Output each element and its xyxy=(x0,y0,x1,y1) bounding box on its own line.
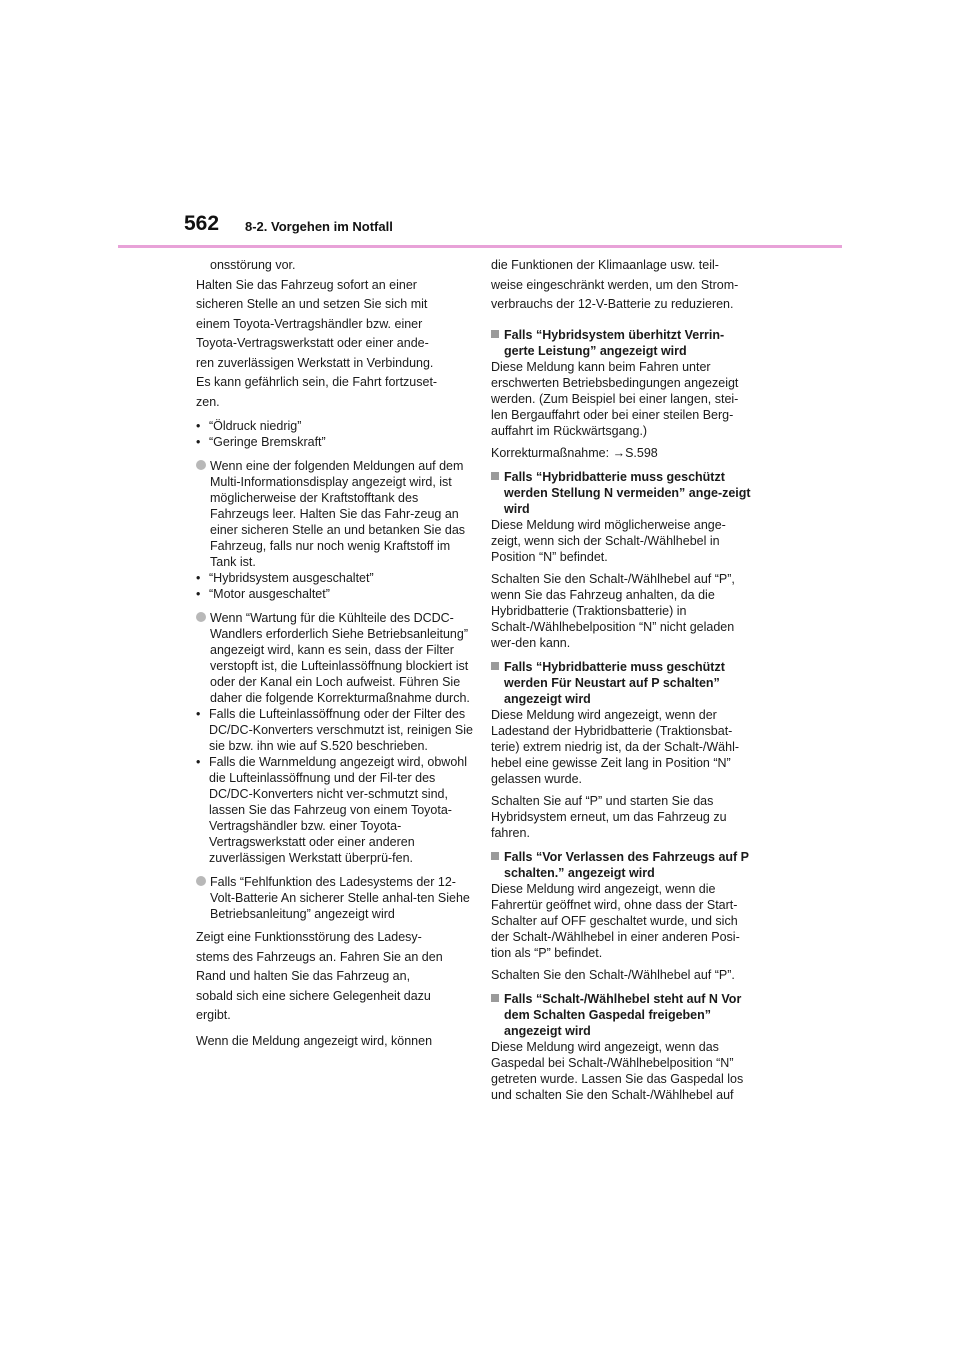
paragraph-line: sicheren Stelle an und setzen Sie sich mit xyxy=(196,297,428,311)
header-divider xyxy=(118,245,842,248)
paragraph-line: Toyota-Vertragswerkstatt oder einer ande- xyxy=(196,336,429,350)
paragraph-line: Es kann gefährlich sein, die Fahrt fortzuset- xyxy=(196,375,438,389)
page-number: 562 xyxy=(184,212,220,235)
cross-reference: Korrekturmaßnahme: →S.598 xyxy=(491,445,658,460)
right-column xyxy=(491,256,753,1103)
square-bullet-icon xyxy=(491,472,499,480)
list-item: • “Hybridsystem ausgeschaltet” xyxy=(196,571,374,585)
paragraph-line: sobald sich eine sichere Gelegenheit dazu xyxy=(196,988,431,1003)
square-bullet-icon xyxy=(491,662,499,670)
paragraph-line: onsstörung vor. xyxy=(210,258,296,272)
circle-bullet-item: Falls “Fehlfunktion des Ladesystems der 12-Volt-Batterie An sicherer Stelle anhal-ten Siehe Betriebsanleitung” angezeigt wird xyxy=(196,874,474,922)
paragraph-line: stems des Fahrzeugs an. Fahren Sie an den xyxy=(196,949,443,964)
circle-bullet-icon xyxy=(196,876,206,886)
section-heading: Falls “Schalt-/Wählhebel steht auf N Vor dem Schalten Gaspedal freigeben” angezeigt wird xyxy=(491,991,753,1039)
section-heading: Falls “Hybridbatterie muss geschützt werden Für Neustart auf P schalten” angezeigt wird xyxy=(491,659,753,707)
left-column xyxy=(196,256,474,1051)
list-item: • “Motor ausgeschaltet” xyxy=(196,587,330,601)
section-body: Diese Meldung wird angezeigt, wenn die Fahrertür geöffnet wird, ohne dass der Start-Schalter auf OFF geschaltet wurde, und sich der Schalt-/Wählhebel in einer anderen Posi-tion als “P” befindet. xyxy=(491,881,740,960)
section-body: Diese Meldung wird möglicherweise ange-zeigt, wenn sich der Schalt-/Wählhebel in Position “N” befindet. xyxy=(491,517,726,564)
paragraph-line: verbrauchs der 12-V-Batterie zu reduzieren. xyxy=(491,297,734,311)
square-bullet-icon xyxy=(491,994,499,1002)
paragraph-line: ren zuverlässigen Werkstatt in Verbindung. xyxy=(196,355,434,370)
paragraph-line: einem Toyota-Vertragshändler bzw. einer xyxy=(196,316,423,331)
paragraph-line: ergibt. xyxy=(196,1008,231,1022)
section-body: Schalten Sie den Schalt-/Wählhebel auf “P”, wenn Sie das Fahrzeug anhalten, da die Hybridbatterie (Traktionsbatterie) in Schalt-/Wählhebelposition “N” nicht geladen wer-den kann. xyxy=(491,571,735,650)
list-item: • “Öldruck niedrig” xyxy=(196,419,302,433)
square-bullet-icon xyxy=(491,330,499,338)
paragraph-line: zen. xyxy=(196,394,220,409)
square-bullet-icon xyxy=(491,852,499,860)
paragraph-line: Rand und halten Sie das Fahrzeug an, xyxy=(196,969,411,983)
paragraph-line: die Funktionen der Klimaanlage usw. teil- xyxy=(491,258,719,272)
section-body: Diese Meldung wird angezeigt, wenn das Gaspedal bei Schalt-/Wählhebelposition “N” getreten wurde. Lassen Sie das Gaspedal los und schalten Sie den Schalt-/Wählhebel auf xyxy=(491,1039,744,1102)
section-heading: Falls “Hybridbatterie muss geschützt werden Stellung N vermeiden” ange-zeigt wird xyxy=(491,469,753,517)
section-body: Schalten Sie den Schalt-/Wählhebel auf “P”. xyxy=(491,967,735,982)
paragraph-line: Wenn die Meldung angezeigt wird, können xyxy=(196,1033,433,1048)
paragraph-line: weise eingeschränkt werden, um den Strom- xyxy=(491,277,739,292)
section-heading: Falls “Vor Verlassen des Fahrzeugs auf P schalten.” angezeigt wird xyxy=(491,849,753,881)
circle-bullet-icon xyxy=(196,612,206,622)
section-body: Schalten Sie auf “P” und starten Sie das Hybridsystem erneut, um das Fahrzeug zu fahren. xyxy=(491,793,727,840)
circle-bullet-icon xyxy=(196,460,206,470)
list-item: • Falls die Warnmeldung angezeigt wird, obwohl die Lufteinlassöffnung und der Fil-ter des DC/DC-Konverters nicht ver-schmutzt sind, lassen Sie das Fahrzeug von einem Toyota-Vertragshändler bzw. einer Toyota-Vertragswerkstatt oder einer anderen zuverlässigen Werkstatt überprü-fen. xyxy=(196,755,468,865)
circle-bullet-item: Wenn eine der folgenden Meldungen auf dem Multi-Informationsdisplay angezeigt wird, ist möglicherweise der Kraftstofftank des Fahrzeugs leer. Halten Sie das Fahr-zeug an einer sicheren Stelle an und betanken Sie das Fahrzeug, falls nur noch wenig Kraftstoff im Tank ist. xyxy=(196,458,474,570)
chapter-title: 8-2. Vorgehen im Notfall xyxy=(245,219,393,234)
paragraph-line: Zeigt eine Funktionsstörung des Ladesy- xyxy=(196,930,422,944)
list-item: • Falls die Lufteinlassöffnung oder der Filter des DC/DC-Konverters verschmutzt ist, reinigen Sie sie bzw. ihn wie auf S.520 beschrieben. xyxy=(196,707,473,753)
section-heading: Falls “Hybridsystem überhitzt Verrin-gerte Leistung” angezeigt wird xyxy=(491,327,753,359)
circle-bullet-item: Wenn “Wartung für die Kühlteile des DCDC-Wandlers erforderlich Siehe Betriebsanleitung” angezeigt wird, kann es sein, dass der Filter verstopft ist, die Lufteinlassöffnung blockiert ist oder der Kanal ein Loch aufweist. Führen Sie daher die folgende Korrekturmaßnahme durch. xyxy=(196,610,474,706)
section-body: Diese Meldung wird angezeigt, wenn der Ladestand der Hybridbatterie (Traktionsbat-terie) extrem niedrig ist, da der Schalt-/Wähl-hebel eine gewisse Zeit lang in Position “N” gelassen wurde. xyxy=(491,707,740,786)
section-body: Diese Meldung kann beim Fahren unter erschwerten Betriebsbedingungen angezeigt werden. (Zum Beispiel bei einer langen, stei-len Bergauffahrt oder bei einer steilen Berg-auffahrt im Rückwärtsgang.) xyxy=(491,359,739,438)
list-item: • “Geringe Bremskraft” xyxy=(196,435,326,449)
paragraph-line: Halten Sie das Fahrzeug sofort an einer xyxy=(196,277,417,292)
